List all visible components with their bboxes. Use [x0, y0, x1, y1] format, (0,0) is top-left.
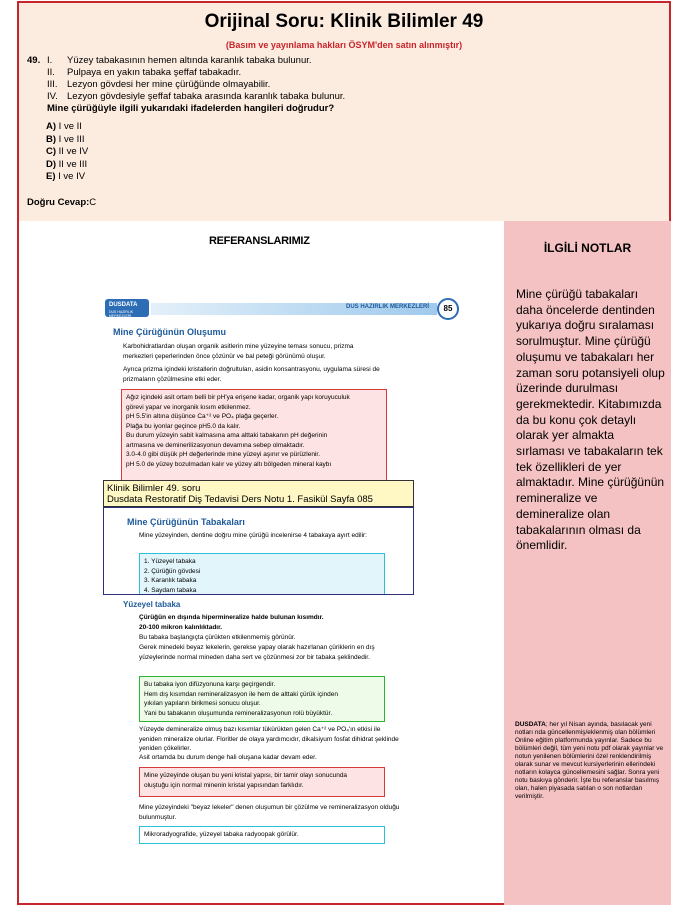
book-page-number: 85: [437, 298, 459, 320]
statement-roman: III.: [47, 79, 58, 90]
answer-label: Doğru Cevap:: [27, 197, 90, 208]
layer-item: 3. Karanlık tabaka: [144, 577, 197, 584]
paragraph: Gerek minedeki beyaz lekelerin, gerekse yapay olarak hazırlanan çüriklerin en dış yüzeylerinde normal mineden daha sert ve çözünmesi zor bir tabaka şeklindedir.: [139, 644, 375, 661]
info-box: [139, 826, 385, 844]
statement: [47, 55, 647, 67]
choice-a: [46, 121, 88, 134]
box-line: Hem dış kısımdan remineralizasyon ile hem de alttaki çürük içinden: [144, 690, 339, 698]
box-line: yıkılan yapıların birikmesi sonucu oluşur.: [144, 700, 261, 707]
choice-letter: D): [46, 158, 57, 170]
statement-text: Pulpaya en yakın tabaka şeffaf tabakadır.: [67, 67, 242, 78]
box-line: oluştuğu için normal minenin kristal yapısından farklıdır.: [144, 781, 304, 789]
copyright-note: (Basım ve yayınlama hakları ÖSYM'den satın alınmıştır): [225, 40, 463, 50]
box-line: 3.0-4.0 gibi düşük pH değerlerinde mine yüzeyi aşınır ve pürüzlenir.: [126, 451, 321, 458]
highlight-outline: [103, 507, 414, 595]
statement-text: Lezyon gövdesi her mine çürüğünde olmayabilir.: [67, 79, 271, 90]
choice-text: II ve IV: [58, 146, 89, 157]
references-title: REFERANSLARIMIZ: [209, 235, 310, 247]
correct-answer: [27, 197, 96, 208]
choice-letter: B): [46, 133, 57, 145]
choice-text: I ve III: [58, 133, 85, 145]
source-line: Klinik Bilimler 49. soru: [107, 483, 201, 494]
paragraph: Mine yüzeyindeki "beyaz lekeler" denen oluşumun bir çözülme ve remineralizasyon olduğu bulunmuştur.: [139, 804, 400, 821]
paragraph: Bu tabaka başlangıçta çürükten etkilenmemiş görünür.: [139, 634, 296, 641]
statement: [47, 91, 647, 103]
notes-panel: [504, 221, 671, 905]
box-line: pH 5.0 de yüzey bozulmadan kalır ve yüzey altı bölgeden mineral kaybı: [126, 460, 332, 468]
box-line: görevi yapar ve inorganik kısım etkilenmez.: [126, 403, 251, 411]
choice-d: [46, 159, 88, 172]
highlight-box-red: [121, 389, 387, 481]
layer-item: 1. Yüzeyel tabaka: [144, 558, 196, 565]
statement-text: Yüzey tabakasının hemen altında karanlık tabaka bulunur.: [67, 55, 312, 66]
statement-roman: II.: [47, 67, 55, 78]
statement-text: Lezyon gövdesiyle şeffaf tabaka arasında karanlık tabaka bulunur.: [67, 91, 346, 102]
box-line: Yani bu tabakanın oluşumunda remineralizasyonun rolü büyüktür.: [144, 709, 333, 717]
page-frame: [17, 1, 671, 905]
paragraph: 20-100 mikron kalınlıktadır.: [139, 624, 223, 631]
choice-e: [46, 171, 88, 184]
statement-roman: IV.: [47, 91, 58, 102]
choice-letter: A): [46, 121, 57, 132]
paragraph: Ayrıca prizma içindeki kristallerin doğrultuları, asidin konsantrasyonu, uygulama süresi de prizmaların çözülmesine etki eder.: [123, 366, 380, 383]
section-heading: Mine Çürüğünün Tabakaları: [127, 517, 245, 527]
source-citation: [103, 480, 414, 507]
box-line: Mine yüzeyinde oluşan bu yeni kristal yapısı, bir tamir olayı sonucunda: [144, 772, 348, 779]
box-line: Mikroradyografide, yüzeyel tabaka radyoopak görülür.: [144, 831, 299, 838]
box-line: Bu tabaka iyon difüzyonuna karşı geçirgendir.: [144, 681, 276, 688]
statement-roman: I.: [47, 55, 53, 66]
highlight-box-green: [139, 676, 385, 722]
question-statements: [47, 55, 647, 115]
paragraph: Asit ortamda bu durum denge hali oluşana kadar devam eder.: [139, 754, 317, 761]
footnote-brand: DUSDATA: [515, 721, 546, 728]
box-line: artmasına ve deminerilizasyonun devamına sebep olmaktadır.: [126, 441, 305, 449]
paragraph: Karbohidratlardan oluşan organik asitlerin mine yüzeyine teması sonucu, prizma merkezleri çeperlerinden önce çözünür ve bal peteği görünümü oluşur.: [123, 343, 354, 360]
choice-text: II ve III: [58, 158, 88, 170]
choice-letter: E): [46, 171, 56, 182]
paragraph: Yüzeyde demineralize olmuş bazı kısımlar tükürükten gelen Ca⁺² ve PO₄'ın etkisi ile yeniden mineralize olurlar. Floritler de olaya yardımcıdır, dikalsiyum fosfat dihidrat şeklinde yeniden çökelirler.: [139, 726, 399, 752]
box-line: pH 5.5'in altına düşünce Ca⁺² ve PO₄ plağa geçerler.: [126, 413, 279, 420]
box-line: Bu durum yüzeyin sabit kalmasına ama alttaki tabakanın pH değerinin: [126, 432, 328, 439]
section-heading: Mine Çürüğünün Oluşumu: [113, 327, 226, 337]
paragraph: Çürüğün en dışında hipermineralize halde bulunan kısımdır.: [139, 614, 324, 621]
box-line: Ağız içindeki asit ortam belli bir pH'ya erişene kadar, organik yapı koruyuculuk: [126, 394, 350, 401]
book-header-text: DUS HAZIRLIK MERKEZLERİ: [346, 304, 429, 310]
notes-title: İLGİLİ NOTLAR: [543, 241, 632, 255]
choice-letter: C): [46, 146, 57, 157]
answer-value: C: [89, 197, 97, 208]
notes-body: Mine çürüğü tabakaları daha öncelerde dentinden yukarıya doğru sıralaması sorulmuştur. Mine çürüğü oluşumu ve tabakaları her zaman soru potansiyeli olup üzerinde durulması gerekmektedir. Kitabımızda da bu konu çok detaylı olarak yer almakta sırlaması ve tabakaların tek tek özellikleri de yer almaktadır. Mine çürüğünün remineralize ve demineralize olan tabakalarının olması da önemlidir.: [516, 287, 665, 553]
choice-b: [46, 134, 88, 147]
page-title: Orijinal Soru: Klinik Bilimler 49: [204, 11, 484, 32]
choice-text: I ve II: [58, 121, 82, 132]
statement: [47, 67, 647, 79]
book-logo-text: DUSDATA: [109, 302, 138, 308]
book-header-bar: [151, 303, 437, 315]
choice-text: I ve IV: [58, 171, 86, 182]
layer-item: 4. Saydam tabaka: [144, 586, 197, 594]
footnote-text: ; her yıl Nisan ayında, basılacak yeni notları nda güncellenmiş/eklenmiş olan bölümleri Online eğitim platformunda yayınlar. Sadece bu bölümleri değil, tüm yeni notu pdf olarak yayınlar ve notun yenilenen bölümlerini özel renklendirilmiş olarak sunar ve mevcut kursiyerlerinin ellerindeki notların kolayca güncellemesini sağlar. Sonra yeni notu baskıya gönderir. İşte bu referanslar basılmış olan, halen piyasada satılan o son notlardan verilmiştir.: [515, 721, 664, 800]
paragraph: Mine yüzeyinden, dentine doğru mine çürüğü incelenirse 4 tabakaya ayırt edilir:: [139, 532, 367, 539]
notes-footnote: [515, 721, 665, 801]
highlight-box-red: [139, 767, 385, 797]
book-header: [103, 297, 461, 321]
source-line: Dusdata Restoratif Diş Tedavisi Ders Notu 1. Fasikül Sayfa 085: [107, 494, 373, 505]
choice-c: [46, 146, 88, 159]
statement: [47, 79, 647, 91]
layer-item: 2. Çürüğün gövdesi: [144, 567, 201, 575]
question-number: 49.: [27, 55, 41, 66]
book-logo: [105, 299, 149, 317]
book-logo-sub: DUS HAZIRLIK MERKEZLERİ: [109, 310, 134, 318]
section-heading: Yüzeyel tabaka: [123, 600, 181, 609]
answer-choices: [46, 121, 88, 184]
question-stem: Mine çürüğüyle ilgili yukarıdaki ifadelerden hangileri doğrudur?: [47, 103, 335, 114]
box-line: Plağa bu iyonlar geçince pH5.0 da kalır.: [126, 422, 241, 430]
question-panel: [19, 3, 669, 221]
